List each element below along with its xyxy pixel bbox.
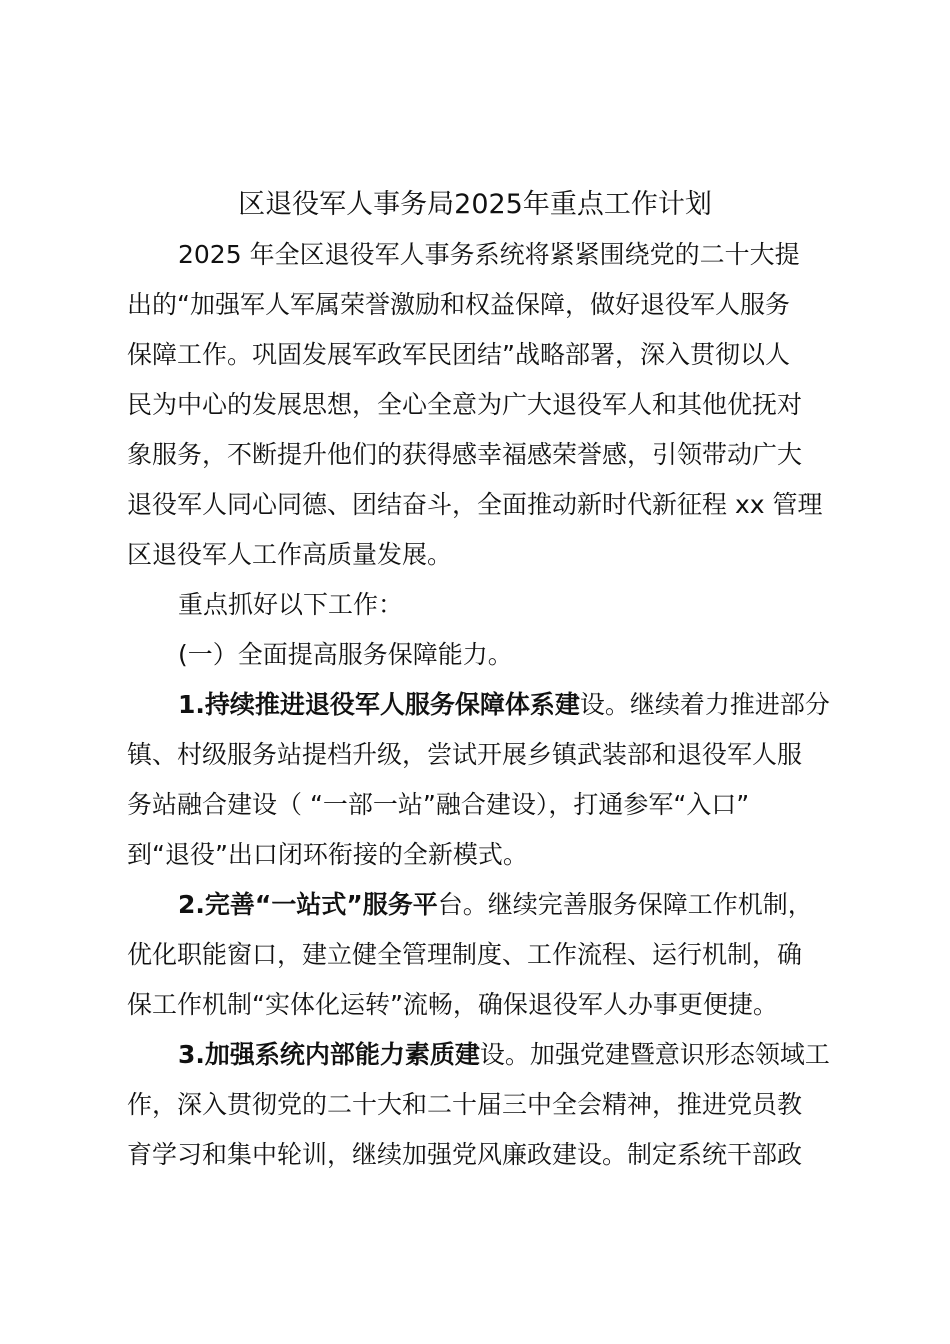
- item-3-first-line: [178, 1035, 830, 1075]
- paragraph-line: 保障工作。巩固发展军政军民团结”战略部署，深入贯彻以人: [127, 340, 790, 369]
- paragraph-line: 育学习和集中轮训，继续加强党风廉政建设。制定系统干部政: [127, 1140, 803, 1169]
- paragraph-line: 民为中心的发展思想，全心全意为广大退役军人和其他优抚对: [127, 390, 803, 419]
- item-2-first-line: [178, 885, 813, 925]
- paragraph-line: 优化职能窗口，建立健全管理制度、工作流程、运行机制，确: [127, 940, 803, 969]
- paragraph-line: 务站融合建设（ “一部一站”融合建设），打通参军“入口”: [127, 790, 750, 819]
- paragraph-line: 保工作机制“实体化运转”流畅，确保退役军人办事更便捷。: [127, 990, 778, 1019]
- item-1-heading: 1.持续推进退役军人服务保障体系建: [178, 690, 580, 719]
- paragraph-line: 2025 年全区退役军人事务系统将紧紧围绕党的二十大提: [178, 240, 800, 269]
- item-3-heading: 3.加强系统内部能力素质建: [178, 1040, 480, 1069]
- item-3-text: 设。加强党建暨意识形态领域工: [479, 1040, 830, 1069]
- paragraph-line: 象服务，不断提升他们的获得感幸福感荣誉感，引领带动广大: [127, 440, 803, 469]
- item-2-text: 台。继续完善服务保障工作机制，: [437, 890, 813, 919]
- paragraph-line: 退役军人同心同德、团结奋斗，全面推动新时代新征程 xx 管理: [127, 490, 823, 519]
- paragraph-line: 出的“加强军人军属荣誉激励和权益保障，做好退役军人服务: [127, 290, 790, 319]
- item-2-heading: 2.完善“一站式”服务平: [178, 890, 438, 919]
- section-heading: (一）全面提高服务保障能力。: [178, 640, 513, 669]
- paragraph-line: 作，深入贯彻党的二十大和二十届三中全会精神，推进党员教: [127, 1090, 803, 1119]
- document-title: 区退役军人事务局2025年重点工作计划: [238, 189, 712, 220]
- item-1-first-line: [178, 685, 830, 725]
- item-1-text: 设。继续着力推进部分: [579, 690, 830, 719]
- paragraph-line: 到“退役”出口闭环衔接的全新模式。: [127, 840, 528, 869]
- lead-line: 重点抓好以下工作：: [178, 590, 404, 619]
- paragraph-line: 区退役军人工作高质量发展。: [127, 540, 453, 569]
- paragraph-line: 镇、村级服务站提档升级，尝试开展乡镇武装部和退役军人服: [127, 740, 803, 769]
